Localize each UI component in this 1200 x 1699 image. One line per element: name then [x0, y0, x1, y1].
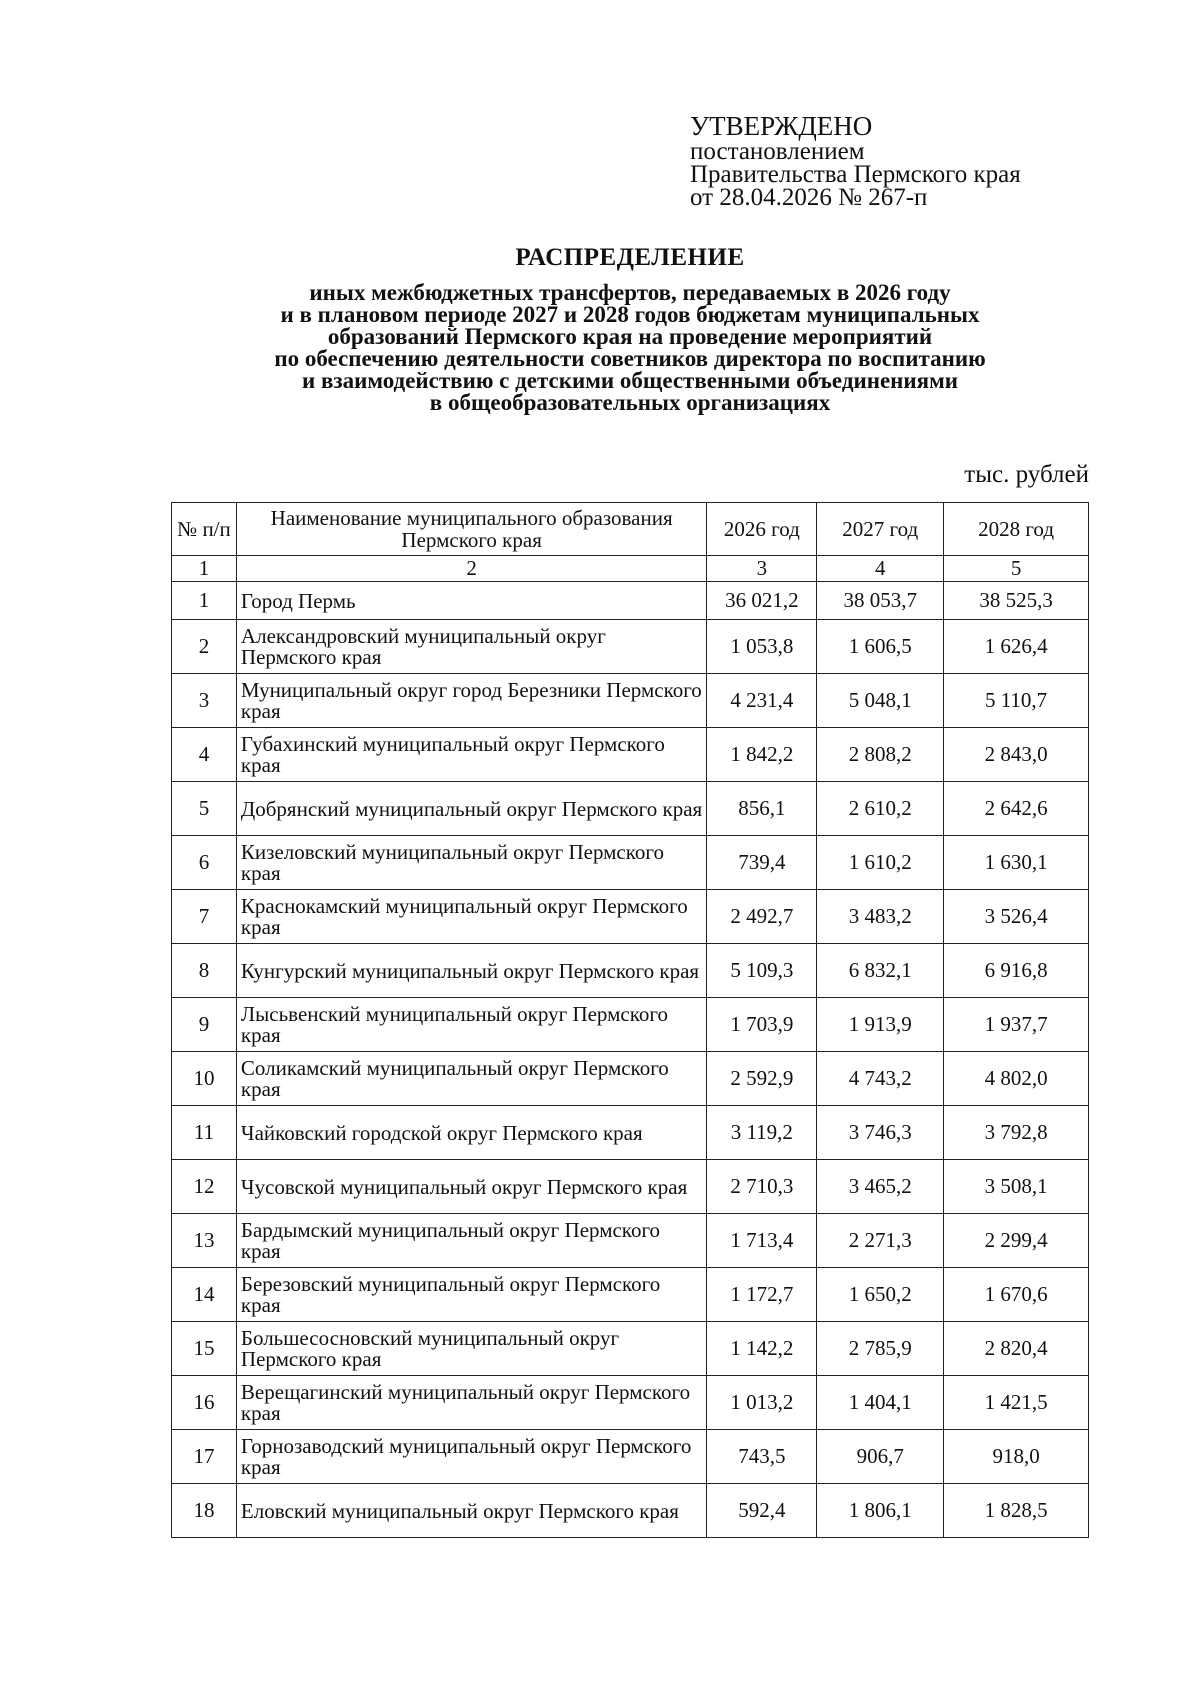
- subtitle-line: и взаимодействию с детскими общественными объединениями: [301, 368, 959, 393]
- header-name: Наименование муниципального образования Пермского края: [236, 503, 706, 556]
- row-num: 9: [172, 998, 237, 1052]
- units-label: тыс. рублей: [964, 461, 1089, 488]
- row-name: Краснокамский муниципальный округ Пермского края: [236, 890, 706, 944]
- row-name: Кунгурский муниципальный округ Пермского края: [236, 944, 706, 998]
- row-2027: 5 048,1: [817, 674, 944, 728]
- row-2027: 1 806,1: [817, 1484, 944, 1538]
- table-row: [172, 782, 1089, 836]
- row-2026: 743,5: [707, 1430, 817, 1484]
- table-row: [172, 1268, 1089, 1322]
- row-2028: 2 299,4: [944, 1214, 1089, 1268]
- column-number: 4: [817, 556, 944, 582]
- row-2028: 918,0: [944, 1430, 1089, 1484]
- row-name: Большесосновский муниципальный округ Пермского края: [236, 1322, 706, 1376]
- row-num: 13: [172, 1214, 237, 1268]
- row-2026: 1 842,2: [707, 728, 817, 782]
- row-2027: 2 785,9: [817, 1322, 944, 1376]
- row-2026: 2 592,9: [707, 1052, 817, 1106]
- table-row: [172, 1430, 1089, 1484]
- row-2026: 1 053,8: [707, 620, 817, 674]
- row-2027: 38 053,7: [817, 582, 944, 620]
- table-row: [172, 1106, 1089, 1160]
- row-2028: 5 110,7: [944, 674, 1089, 728]
- approval-line: постановлением: [690, 138, 865, 165]
- row-2028: 1 828,5: [944, 1484, 1089, 1538]
- column-number-row: [172, 556, 1089, 582]
- row-2027: 2 808,2: [817, 728, 944, 782]
- row-num: 16: [172, 1376, 237, 1430]
- subtitle-line: иных межбюджетных трансфертов, передаваемых в 2026 году: [309, 280, 951, 305]
- table-row: [172, 1484, 1089, 1538]
- subtitle-line: образований Пермского края на проведение мероприятий: [327, 324, 933, 349]
- table-row: [172, 1322, 1089, 1376]
- row-num: 18: [172, 1484, 237, 1538]
- row-name: Соликамский муниципальный округ Пермского края: [236, 1052, 706, 1106]
- row-num: 12: [172, 1160, 237, 1214]
- table-row: [172, 1052, 1089, 1106]
- column-number: 2: [236, 556, 706, 582]
- row-2028: 38 525,3: [944, 582, 1089, 620]
- row-2027: 1 913,9: [817, 998, 944, 1052]
- document-title: РАСПРЕДЕЛЕНИЕ: [515, 244, 745, 271]
- row-num: 8: [172, 944, 237, 998]
- row-2026: 856,1: [707, 782, 817, 836]
- header-2028: 2028 год: [944, 503, 1089, 556]
- row-2027: 3 746,3: [817, 1106, 944, 1160]
- table-row: [172, 728, 1089, 782]
- row-2026: 36 021,2: [707, 582, 817, 620]
- row-num: 7: [172, 890, 237, 944]
- row-2028: 2 843,0: [944, 728, 1089, 782]
- row-2026: 1 142,2: [707, 1322, 817, 1376]
- row-2026: 592,4: [707, 1484, 817, 1538]
- row-name: Кизеловский муниципальный округ Пермского края: [236, 836, 706, 890]
- row-2026: 1 013,2: [707, 1376, 817, 1430]
- table-body: [172, 582, 1089, 1538]
- row-2028: 1 626,4: [944, 620, 1089, 674]
- row-2028: 1 421,5: [944, 1376, 1089, 1430]
- row-name: Муниципальный округ город Березники Пермского края: [236, 674, 706, 728]
- row-2027: 3 465,2: [817, 1160, 944, 1214]
- row-name: Добрянский муниципальный округ Пермского края: [236, 782, 706, 836]
- row-num: 10: [172, 1052, 237, 1106]
- row-2028: 6 916,8: [944, 944, 1089, 998]
- row-name: Александровский муниципальный округ Пермского края: [236, 620, 706, 674]
- row-name: Чайковский городской округ Пермского края: [236, 1106, 706, 1160]
- row-num: 11: [172, 1106, 237, 1160]
- row-name: Город Пермь: [236, 582, 706, 620]
- row-2028: 3 792,8: [944, 1106, 1089, 1160]
- subtitle-line: в общеобразовательных организациях: [429, 390, 831, 415]
- row-2027: 1 404,1: [817, 1376, 944, 1430]
- row-2028: 2 820,4: [944, 1322, 1089, 1376]
- row-name: Бардымский муниципальный округ Пермского края: [236, 1214, 706, 1268]
- table-row: [172, 998, 1089, 1052]
- row-num: 15: [172, 1322, 237, 1376]
- approval-line: от 28.04.2026 № 267-п: [690, 184, 928, 211]
- row-2026: 1 703,9: [707, 998, 817, 1052]
- row-name: Горнозаводский муниципальный округ Пермского края: [236, 1430, 706, 1484]
- approval-title: УТВЕРЖДЕНО: [690, 111, 873, 141]
- row-2026: 3 119,2: [707, 1106, 817, 1160]
- document-subtitle: [110, 282, 1150, 414]
- approval-line: Правительства Пермского края: [690, 161, 1021, 188]
- distribution-table: [171, 502, 1089, 1538]
- table-row: [172, 1376, 1089, 1430]
- row-num: 14: [172, 1268, 237, 1322]
- header-2026: 2026 год: [707, 503, 817, 556]
- row-2027: 1 650,2: [817, 1268, 944, 1322]
- table-row: [172, 890, 1089, 944]
- row-name: Чусовской муниципальный округ Пермского края: [236, 1160, 706, 1214]
- approval-stamp: [690, 112, 1021, 209]
- column-number: 3: [707, 556, 817, 582]
- row-2027: 906,7: [817, 1430, 944, 1484]
- row-num: 3: [172, 674, 237, 728]
- row-name: Еловский муниципальный округ Пермского края: [236, 1484, 706, 1538]
- row-num: 6: [172, 836, 237, 890]
- header-num: № п/п: [172, 503, 237, 556]
- table-row: [172, 674, 1089, 728]
- row-num: 5: [172, 782, 237, 836]
- row-2026: 2 710,3: [707, 1160, 817, 1214]
- row-name: Лысьвенский муниципальный округ Пермского края: [236, 998, 706, 1052]
- column-number: 5: [944, 556, 1089, 582]
- header-2027: 2027 год: [817, 503, 944, 556]
- row-2026: 1 172,7: [707, 1268, 817, 1322]
- row-2027: 2 610,2: [817, 782, 944, 836]
- row-2027: 1 610,2: [817, 836, 944, 890]
- row-2027: 4 743,2: [817, 1052, 944, 1106]
- row-2027: 6 832,1: [817, 944, 944, 998]
- row-2026: 2 492,7: [707, 890, 817, 944]
- row-2028: 1 670,6: [944, 1268, 1089, 1322]
- row-2026: 4 231,4: [707, 674, 817, 728]
- row-2026: 1 713,4: [707, 1214, 817, 1268]
- row-2026: 5 109,3: [707, 944, 817, 998]
- row-2028: 4 802,0: [944, 1052, 1089, 1106]
- row-name: Березовский муниципальный округ Пермского края: [236, 1268, 706, 1322]
- row-num: 4: [172, 728, 237, 782]
- table-header-row: [172, 503, 1089, 556]
- table-row: [172, 944, 1089, 998]
- row-num: 2: [172, 620, 237, 674]
- subtitle-line: по обеспечению деятельности советников директора по воспитанию: [274, 346, 986, 371]
- table-row: [172, 582, 1089, 620]
- row-name: Губахинский муниципальный округ Пермского края: [236, 728, 706, 782]
- row-2027: 3 483,2: [817, 890, 944, 944]
- table-row: [172, 836, 1089, 890]
- row-2027: 1 606,5: [817, 620, 944, 674]
- row-2026: 739,4: [707, 836, 817, 890]
- row-2028: 3 526,4: [944, 890, 1089, 944]
- row-2027: 2 271,3: [817, 1214, 944, 1268]
- table-row: [172, 1214, 1089, 1268]
- table-row: [172, 1160, 1089, 1214]
- row-2028: 1 937,7: [944, 998, 1089, 1052]
- row-num: 17: [172, 1430, 237, 1484]
- row-num: 1: [172, 582, 237, 620]
- row-2028: 2 642,6: [944, 782, 1089, 836]
- subtitle-line: и в плановом периоде 2027 и 2028 годов бюджетам муниципальных: [280, 302, 980, 327]
- column-number: 1: [172, 556, 237, 582]
- row-name: Верещагинский муниципальный округ Пермского края: [236, 1376, 706, 1430]
- table-row: [172, 620, 1089, 674]
- row-2028: 1 630,1: [944, 836, 1089, 890]
- row-2028: 3 508,1: [944, 1160, 1089, 1214]
